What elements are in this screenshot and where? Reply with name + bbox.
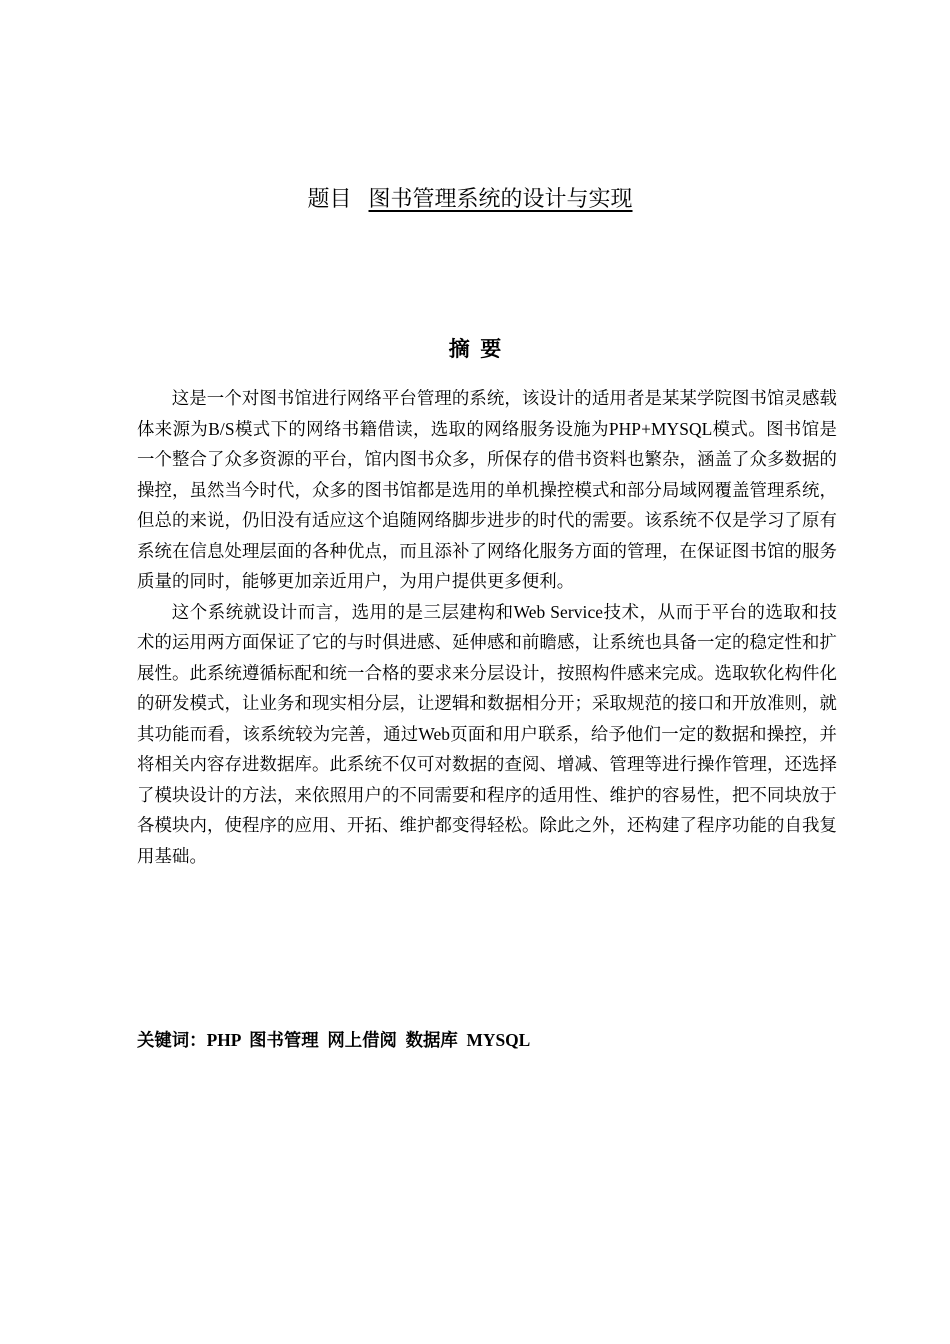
thesis-title [0,182,950,218]
keywords [137,1025,530,1055]
keywords-label: 关键词： [137,1030,207,1050]
title-text: 图书管理系统的设计与实现 [368,187,633,212]
abstract-paragraph-2: 这个系统就设计而言，选用的是三层建构和Web Service技术，从而于平台的选取和技术的运用两方面保证了它的与时俱进感、延伸感和前瞻感，让系统也具备一定的稳定性和扩展性。此系统遵循标配和统一合格的要求来分层设计，按照构件感来完成。选取软化构件化的研发模式，让业务和现实相分层，让逻辑和数据相分开；采取规范的接口和开放准则，就其功能而看，该系统较为完善，通过Web页面和用户联系，给予他们一定的数据和操控，并将相关内容存进数据库。此系统不仅可对数据的查阅、增减、管理等进行操作管理，还选择了模块设计的方法，来依照用户的不同需要和程序的适用性、维护的容易性，把不同块放于各模块内，使程序的应用、开拓、维护都变得轻松。除此之外，还构建了程序功能的自我复用基础。 [137,601,837,866]
title-label: 题目 [307,187,352,212]
abstract-paragraph-1: 这是一个对图书馆进行网络平台管理的系统，该设计的适用者是某某学院图书馆灵感载体来源为B/S模式下的网络书籍借读，选取的网络服务设施为PHP+MYSQL模式。图书馆是一个整合了众多资源的平台，馆内图书众多，所保存的借书资料也繁杂，涵盖了众多数据的操控，虽然当今时代，众多的图书馆都是选用的单机操控模式和部分局域网覆盖管理系统，但总的来说，仍旧没有适应这个追随网络脚步进步的时代的需要。该系统不仅是学习了原有系统在信息处理层面的各种优点，而且添补了网络化服务方面的管理，在保证图书馆的服务质量的同时，能够更加亲近用户，为用户提供更多便利。 [137,388,837,591]
keywords-text: PHP 图书管理 网上借阅 数据库 MYSQL [206,1030,531,1050]
abstract-heading: 摘要 [448,337,512,361]
abstract-body [137,383,837,871]
